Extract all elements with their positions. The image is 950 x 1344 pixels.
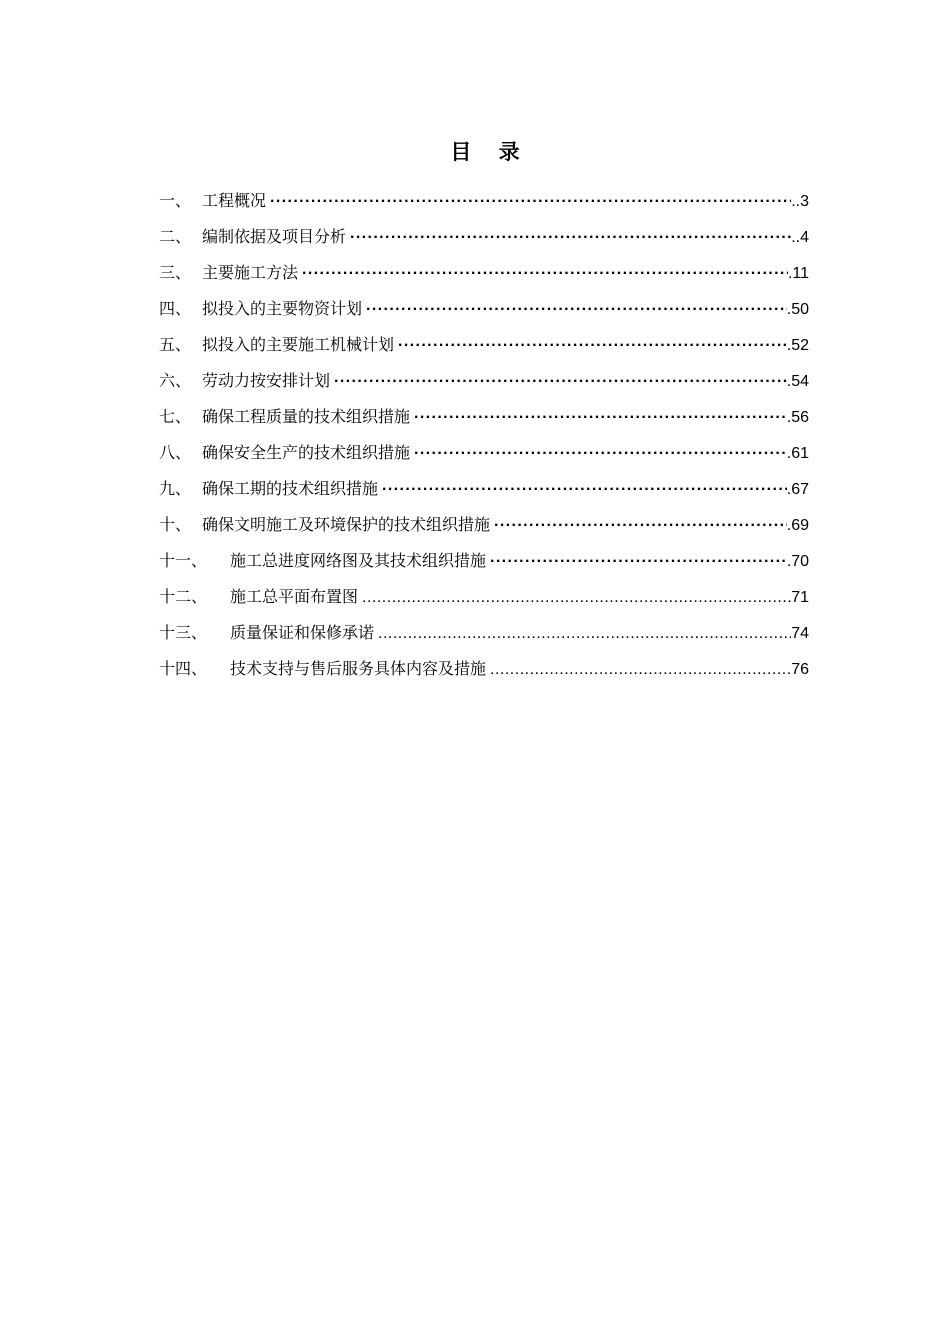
- toc-entry-page: 74: [791, 625, 809, 642]
- toc-entry[interactable]: [159, 293, 809, 329]
- toc-leader-dots: [350, 222, 791, 254]
- toc-title: 目 录: [450, 140, 530, 164]
- toc-entry[interactable]: [159, 581, 809, 617]
- toc-entry-title: 确保工程质量的技术组织措施: [202, 407, 411, 426]
- toc-leader-dots: [414, 438, 787, 470]
- toc-entry-number: 十四、: [159, 659, 208, 678]
- toc-entry[interactable]: [159, 437, 809, 473]
- toc-entry-page: 76: [791, 661, 809, 678]
- toc-entry-page: .54: [786, 373, 809, 390]
- toc-list: [159, 185, 809, 689]
- toc-entry-number: 十二、: [159, 587, 208, 606]
- toc-leader-dots: [270, 186, 791, 218]
- toc-leader-dots: [362, 582, 791, 614]
- toc-leader-dots: [378, 618, 791, 650]
- toc-entry[interactable]: [159, 221, 809, 257]
- toc-entry-number: 三、: [159, 263, 192, 282]
- toc-entry-number: 一、: [159, 191, 192, 210]
- toc-entry-title: 拟投入的主要物资计划: [202, 299, 363, 318]
- toc-entry-title: 质量保证和保修承诺: [230, 623, 375, 642]
- toc-entry-page: .61: [786, 445, 809, 462]
- toc-entry-title: 拟投入的主要施工机械计划: [202, 335, 395, 354]
- toc-entry-title: 技术支持与售后服务具体内容及措施: [230, 659, 487, 678]
- toc-entry-page: .70: [786, 553, 809, 570]
- toc-entry-title: 工程概况: [202, 191, 267, 210]
- toc-entry-title: 施工总平面布置图: [230, 587, 359, 606]
- toc-leader-dots: [494, 510, 787, 542]
- toc-entry[interactable]: [159, 401, 809, 437]
- toc-entry-page: .69: [786, 517, 809, 534]
- toc-entry-number: 九、: [159, 479, 192, 498]
- toc-entry-page: .67: [786, 481, 809, 498]
- toc-leader-dots: [302, 258, 788, 290]
- toc-entry-number: 四、: [159, 299, 192, 318]
- toc-entry[interactable]: [159, 365, 809, 401]
- toc-entry-title: 编制依据及项目分析: [202, 227, 347, 246]
- toc-leader-dots: [414, 402, 787, 434]
- toc-entry[interactable]: [159, 257, 809, 293]
- toc-leader-dots: [366, 294, 787, 326]
- toc-entry[interactable]: [159, 329, 809, 365]
- toc-entry-page: .50: [786, 301, 809, 318]
- toc-entry-page: .11: [787, 265, 809, 282]
- toc-entry[interactable]: [159, 473, 809, 509]
- toc-entry-number: 十、: [159, 515, 192, 534]
- toc-entry[interactable]: [159, 653, 809, 689]
- toc-entry-number: 七、: [159, 407, 192, 426]
- toc-entry-title: 施工总进度网络图及其技术组织措施: [230, 551, 487, 570]
- toc-entry-number: 十三、: [159, 623, 208, 642]
- toc-entry[interactable]: [159, 185, 809, 221]
- toc-entry-page: 71: [791, 589, 809, 606]
- toc-leader-dots: [490, 546, 787, 578]
- toc-entry-number: 八、: [159, 443, 192, 462]
- toc-entry-number: 五、: [159, 335, 192, 354]
- toc-entry[interactable]: [159, 617, 809, 653]
- toc-leader-dots: [398, 330, 787, 362]
- toc-entry-page: ..4: [791, 229, 809, 246]
- toc-entry-number: 六、: [159, 371, 192, 390]
- toc-entry-title: 确保文明施工及环境保护的技术组织措施: [202, 515, 491, 534]
- toc-leader-dots: [334, 366, 787, 398]
- toc-entry-page: ..3: [791, 193, 809, 210]
- toc-entry[interactable]: [159, 509, 809, 545]
- toc-entry-number: 十一、: [159, 551, 208, 570]
- toc-entry-title: 确保工期的技术组织措施: [202, 479, 379, 498]
- toc-entry-title: 劳动力按安排计划: [202, 371, 331, 390]
- toc-entry[interactable]: [159, 545, 809, 581]
- toc-entry-title: 确保安全生产的技术组织措施: [202, 443, 411, 462]
- toc-entry-page: .52: [786, 337, 809, 354]
- toc-entry-title: 主要施工方法: [202, 263, 299, 282]
- toc-leader-dots: [382, 474, 787, 506]
- toc-entry-number: 二、: [159, 227, 192, 246]
- toc-leader-dots: [490, 654, 791, 686]
- toc-entry-page: .56: [786, 409, 809, 426]
